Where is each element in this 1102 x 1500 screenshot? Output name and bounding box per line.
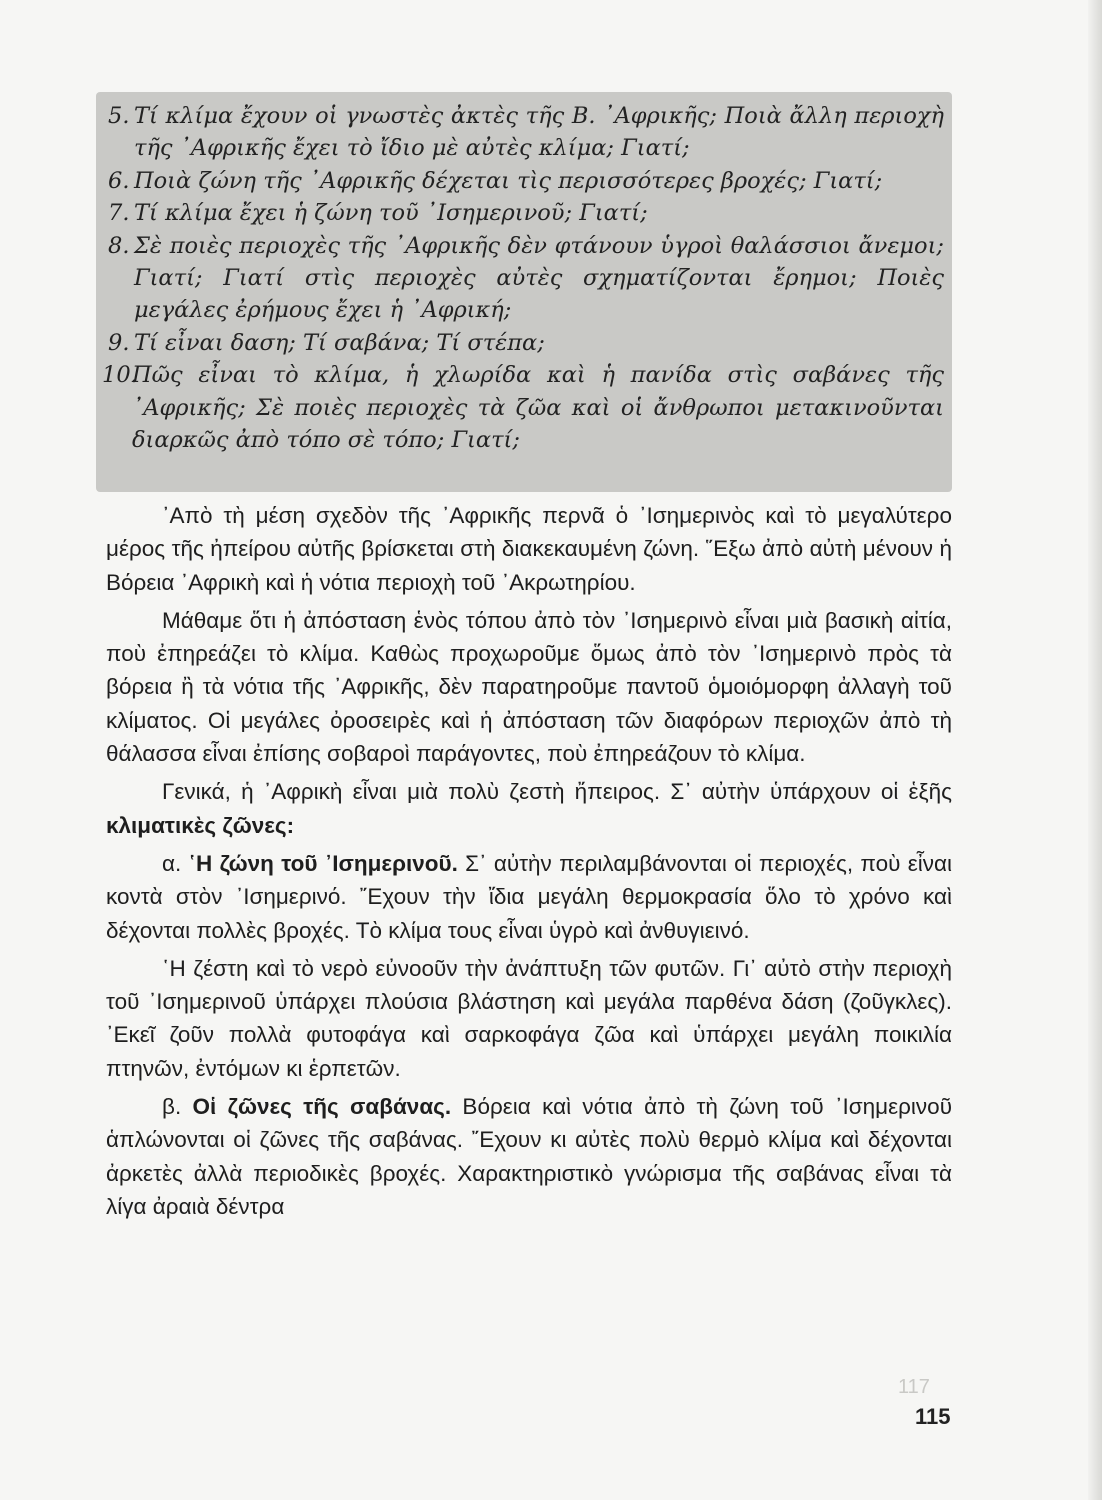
question-number: 7.	[108, 200, 130, 227]
question-item	[108, 100, 944, 165]
question-item	[108, 230, 944, 327]
question-text: Πῶς εἶναι τὸ κλίμα, ἡ χλωρίδα καὶ ἡ πανίδα στὶς σαβάνες τῆς ᾿Αφρικῆς; Σὲ ποιὲς περιοχὲς τὰ ζῶα καὶ οἱ ἄνθρωποι μετακινοῦνται διαρκῶς ἀπὸ τόπο σὲ τόπο; Γιατί;	[132, 362, 944, 454]
question-number: 6.	[108, 167, 130, 194]
question-text: Σὲ ποιὲς περιοχὲς τῆς ᾿Αφρικῆς δὲν φτάνουν ὑγροὶ θαλάσσιοι ἄνεμοι; Γιατί; Γιατί στὶς περιοχὲς αὐτὲς σχηματίζονται ἔρημοι; Ποιὲς μεγάλες ἐρήμους ἔχει ἡ ᾿Αφρική;	[134, 232, 944, 324]
list-marker: β.	[162, 1094, 193, 1120]
paragraph-climate-zones	[106, 775, 952, 842]
question-item	[108, 197, 944, 229]
paragraph-text: Βόρεια καὶ νότια ἀπὸ τὴ ζώνη τοῦ ᾿Ισημερινοῦ ἁπλώνονται οἱ ζῶνες τῆς σαβάνας. ῎Εχουν κι αὐτὲς πολὺ θερμὸ κλίμα καὶ δέχονται ἀρκετὲς ἀλλὰ περιοδικὲς βροχές. Χαρακτηριστικὸ γνώρισμα τῆς σαβάνας εἶναι τὰ λίγα ἀραιὰ δέντρα	[106, 1094, 952, 1219]
paragraph-vegetation: ῾Η ζέστη καὶ τὸ νερὸ εὐνοοῦν τὴν ἀνάπτυξη τῶν φυτῶν. Γι᾿ αὐτὸ στὴν περιοχὴ τοῦ ᾿Ισημερινοῦ ὑπάρχει πλούσια βλάστηση καὶ μεγάλα παρθένα δάση (ζοῦγκλες). ᾿Εκεῖ ζοῦν πολλὰ φυτοφάγα καὶ σαρκοφάγα ζῶα καὶ ὑπάρχει μεγάλη ποικιλία πτηνῶν, ἐντόμων κι ἑρπετῶν.	[106, 955, 952, 1081]
question-item	[108, 327, 944, 359]
paragraph-text: Σ᾿ αὐτὴν περιλαμβάνονται οἱ περιοχές, ποὺ εἶναι κοντὰ στὸν ᾿Ισημερινό. ῎Εχουν τὴν ἴδια μεγάλη θερμοκρασία ὅλο τὸ χρόνο καὶ δέχονται πολλὲς βροχές. Τὸ κλίμα τους εἶναι ὑγρὸ καὶ ἀνθυγιεινό.	[106, 850, 952, 943]
question-text: Τί κλίμα ἔχει ἡ ζώνη τοῦ ᾿Ισημερινοῦ; Γιατί;	[134, 200, 648, 227]
questions-list	[102, 100, 944, 456]
paragraph-equator: ᾿Απὸ τὴ μέση σχεδὸν τῆς ᾿Αφρικῆς περνᾶ ὁ ᾿Ισημερινὸς καὶ τὸ μεγαλύτερο μέρος τῆς ἠπείρου αὐτῆς βρίσκεται στὴ διακεκαυμένη ζώνη. ῞Εξω ἀπὸ αὐτὴ μένουν ἡ Βόρεια ᾿Αφρικὴ καὶ ἡ νότια περιοχὴ τοῦ ᾿Ακρωτηρίου.	[106, 503, 952, 595]
bleed-through-page-number: 117	[898, 1376, 930, 1398]
section-heading: ῾Η ζώνη τοῦ ᾿Ισημερινοῦ.	[188, 850, 458, 876]
question-text: Τί κλίμα ἔχουν οἱ γνωστὲς ἀκτὲς τῆς Β. ᾿Αφρικῆς; Ποιὰ ἄλλη περιοχὴ τῆς ᾿Αφρικῆς ἔχει τὸ ἴδιο μὲ αὐτὲς κλίμα; Γιατί;	[134, 103, 944, 162]
paragraph-distance: Μάθαμε ὅτι ἡ ἀπόσταση ἑνὸς τόπου ἀπὸ τὸν ᾿Ισημερινὸ εἶναι μιὰ βασικὴ αἰτία, ποὺ ἐπηρεάζει τὸ κλίμα. Καθὼς προχωροῦμε ὅμως ἀπὸ τὸν ᾿Ισημερινὸ πρὸς τὰ βόρεια ἢ τὰ νότια τῆς ᾿Αφρικῆς, δὲν παρατηροῦμε παντοῦ ὁμοιόμορφη ἀλλαγὴ τοῦ κλίματος. Οἱ μεγάλες ὀροσειρὲς καὶ ἡ ἀπόσταση τῶν διαφόρων περιοχῶν ἀπὸ τὴ θάλασσα εἶναι ἐπίσης σοβαροὶ παράγοντες, ποὺ ἐπηρεάζουν τὸ κλίμα.	[106, 607, 952, 767]
question-item	[102, 359, 944, 456]
question-text: Τί εἶναι δαση; Τί σαβάνα; Τί στέπα;	[134, 329, 545, 356]
section-heading: Οἱ ζῶνες τῆς σαβάνας.	[192, 1094, 452, 1120]
bold-term: κλιματικὲς ζῶνες:	[106, 812, 295, 838]
list-marker: α.	[162, 850, 189, 876]
page-number: 115	[915, 1404, 951, 1429]
paragraph-text: Γενικά, ἡ ᾿Αφρικὴ εἶναι μιὰ πολὺ ζεστὴ ἤπειρος. Σ᾿ αὐτὴν ὑπάρχουν οἱ ἑξῆς	[162, 779, 952, 805]
question-text: Ποιὰ ζώνη τῆς ᾿Αφρικῆς δέχεται τὶς περισσότερες βροχές; Γιατί;	[134, 167, 883, 194]
question-number: 8.	[108, 232, 130, 259]
question-number: 9.	[108, 329, 130, 356]
body-text	[106, 499, 952, 1223]
page-edge	[1088, 0, 1102, 1500]
paragraph-equator-zone	[106, 847, 952, 947]
question-number: 10.	[102, 362, 138, 389]
question-item	[108, 165, 944, 197]
question-number: 5.	[108, 103, 130, 129]
paragraph-savanna-zone	[106, 1090, 952, 1223]
